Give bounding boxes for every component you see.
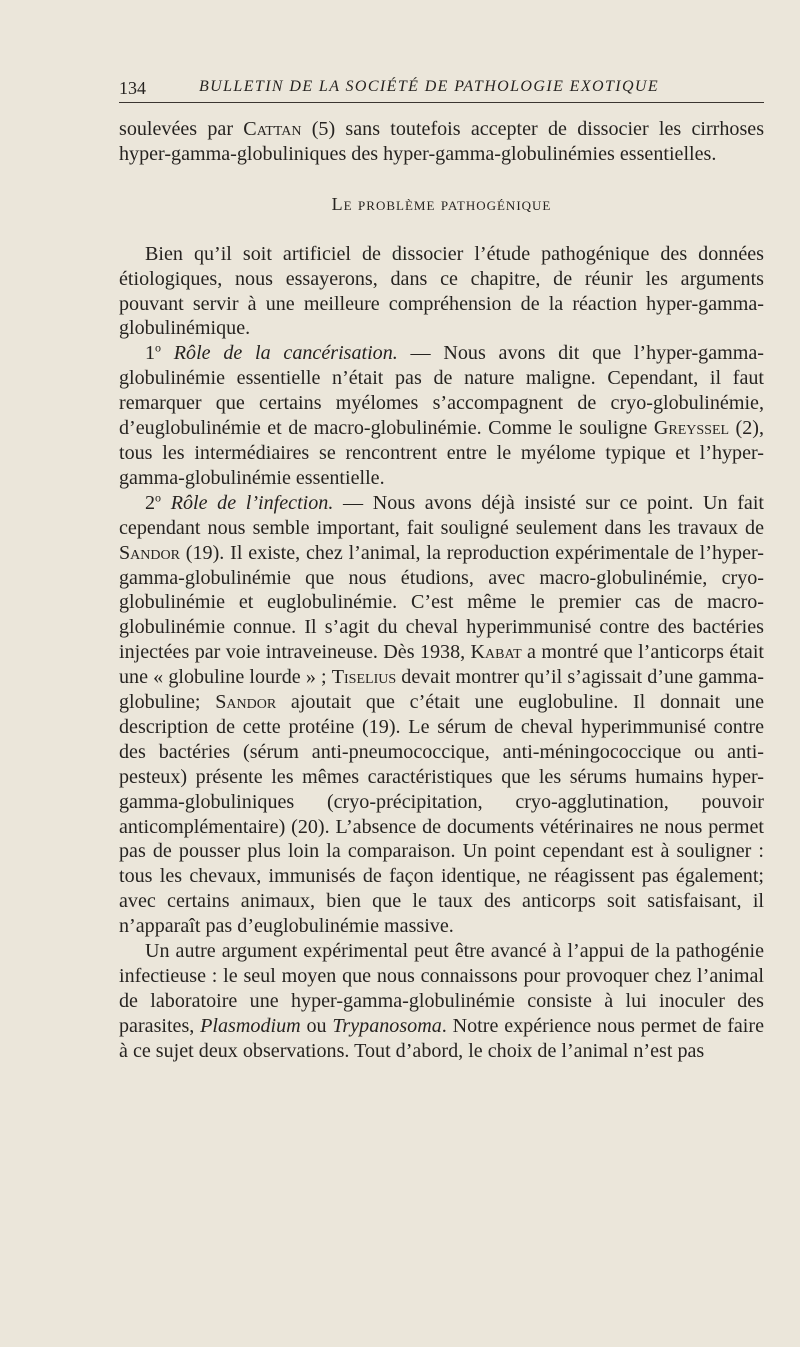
- intro-paragraph: Bien qu’il soit artificiel de dissocier l’étude pathogénique des données étiologiques, nous essayerons, dans ce chapitre, de réunir les arguments pouvant servir à une meilleure compréhension de la réaction hyper-gamma-globulinémique.: [119, 242, 764, 340]
- page-number: 134: [119, 78, 146, 98]
- paragraph-cancerisation: 1$^o$ Rôle de la cancérisation. — Nous avons dit que l’hyper-gamma-globulinémie essentielle n’était pas de nature maligne. Cependant, il faut remarquer que certains myélomes s’accompagnent de cryo-globulinémie, d’euglobulinémie et de macro-globulinémie. Comme le souligne Greyssel (2), tous les intermédiaires se rencontrent entre le myélome typique et l’hyper-gamma-globulinémie essentielle.: [119, 340, 764, 489]
- author-name: Tiselius: [331, 666, 397, 689]
- continuation-paragraph: soulevées par Cattan (5) sans toutefois accepter de dissocier les cirrhoses hyper-gamma-globuliniques des hyper-gamma-globulinémies essentielles.: [119, 118, 765, 165]
- journal-title: BULLETIN DE LA SOCIÉTÉ DE PATHOLOGIE EXOTIQUE: [199, 78, 660, 95]
- author-name: Sandor: [215, 691, 277, 714]
- paragraph-infection: 2$^o$ Rôle de l’infection. — Nous avons déjà insisté sur ce point. Un fait cependant nous semble important, fait souligné seulement dans les travaux de Sandor (19). Il existe, chez l’animal, la reproduction expérimentale de l’hyper-gamma-globulinémie que nous étudions, avec macro-globulinémie, cryo-globulinémie et euglobulinémie. C’est même le premier cas de macro-globulinémie connue. Il s’agit du cheval hyperimmunisé contre des bactéries injectées par voie intraveineuse. Dès 1938, Kabat a montré que l’anticorps était une « globuline lourde » ; Tiselius devait montrer qu’il s’agissait d’une gamma-globuline; Sandor ajoutait que c’était une euglobuline. Il donnait une description de cette protéine (19). Le sérum de cheval hyperimmunisé contre des bactéries (sérum anti-pneumococcique, anti-méningococcique ou anti-pesteux) présente les mêmes caractéristiques que les sérums humains hyper-gamma-globuliniques (cryo-précipitation, cryo-agglutination, pouvoir anticomplémentaire) (20). L’absence de documents vétérinaires ne nous permet pas de pousser plus loin la comparaison. Un point cependant est à souligner : tous les chevaux, immunisés de façon identique, ne réagissent pas également; avec certains animaux, bien que le taux des anticorps soit satisfaisant, il n’apparaît pas d’euglobulinémie massive.: [119, 490, 764, 938]
- paragraph-heading: Rôle de la cancérisation.: [173, 342, 398, 365]
- running-header: [119, 78, 764, 103]
- author-name: Kabat: [470, 641, 522, 664]
- author-name: Cattan: [243, 118, 302, 140]
- author-name: Greyssel: [653, 417, 730, 440]
- body-text: [119, 117, 764, 1064]
- paragraph-heading: Rôle de l’infection.: [170, 491, 334, 514]
- genus-name: Plasmodium: [200, 1014, 301, 1037]
- author-name: Sandor: [119, 541, 180, 564]
- section-title: Le problème pathogénique: [331, 193, 552, 214]
- paragraph-experimental-argument: Un autre argument expérimental peut être avancé à l’appui de la pathogénie infectieuse : le seul moyen que nous connaissons pour provoquer chez l’animal de laboratoire une hyper-gamma-globulinémie consiste à lui inoculer des parasites, Plasmodium ou Trypanosoma. Notre expérience nous permet de faire à ce sujet deux observations. Tout d’abord, le choix de l’animal n’est pas: [119, 940, 764, 1062]
- genus-name: Trypanosoma: [332, 1014, 442, 1037]
